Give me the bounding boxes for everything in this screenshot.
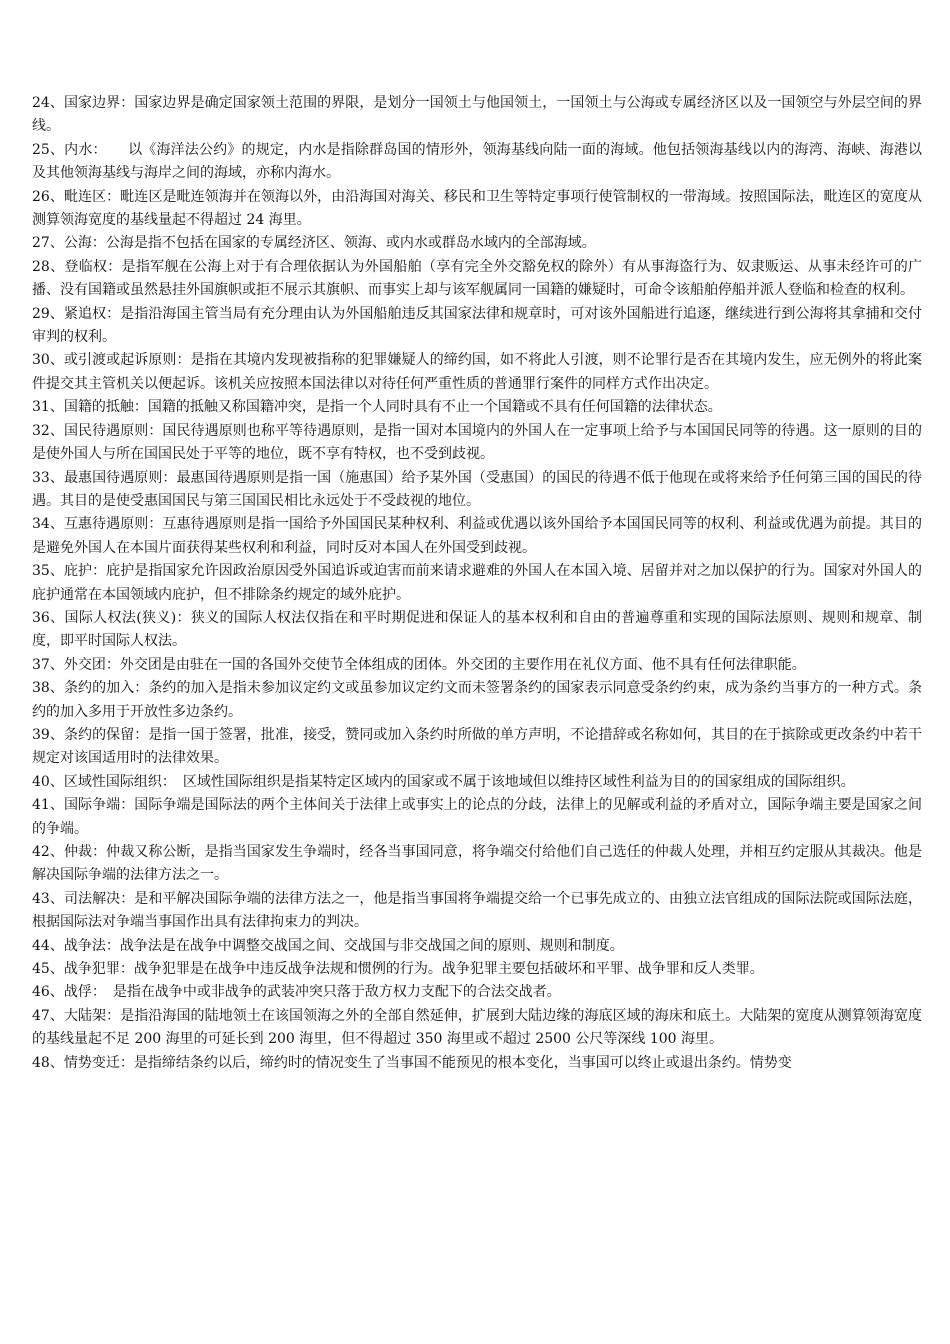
entry-34: 34、互惠待遇原则：互惠待遇原则是指一国给予外国国民某种权利、利益或优遇以该外国给予本国国民同等的权利、利益或优遇为前提。其目的是避免外国人在本国片面获得某些权利和利益，同时反对本国人在外国受到歧视。 [32, 516, 922, 556]
entry-39: 39、条约的保留：是指一国于签署，批准，接受，赞同或加入条约时所做的单方声明，不论措辞或名称如何，其目的在于摈除或更改条约中若干规定对该国适用时的法律效果。 [32, 726, 922, 767]
entry-47: 47、大陆架：是指沿海国的陆地领土在该国领海之外的全部自然延伸，扩展到大陆边缘的海底区域的海床和底土。大陆架的宽度从测算领海宽度的基线量起不足 200 海里的可延长到 200 海里，但不得超过 350 海里或不超过 2500 公尺等深线 100 海里。 [32, 1007, 922, 1048]
entry-35: 35、庇护：庇护是指国家允许因政治原因受外国追诉或迫害而前来请求避难的外国人在本国入境、居留并对之加以保护的行为。国家对外国人的庇护通常在本国领域内庇护，但不排除条约规定的域外庇护。 [32, 563, 922, 603]
entry-28: 28、登临权：是指军舰在公海上对于有合理依据认为外国船舶（享有完全外交豁免权的除外）有从事海盗行为、奴隶贩运、从事未经许可的广播、没有国籍或虽然悬挂外国旗帜或拒不展示其旗帜、而事实上却与该军舰属同一国籍的嫌疑时，可命令该船舶停船并派人登临和检查的权利。 [32, 258, 922, 299]
entry-24: 24、国家边界：国家边界是确定国家领土范围的界限，是划分一国领土与他国领土，一国领土与公海或专属经济区以及一国领空与外层空间的界线。 [32, 95, 922, 135]
entry-25: 25、内水： 以《海洋法公约》的规定，内水是指除群岛国的情形外，领海基线向陆一面的海域。他包括领海基线以内的海湾、海峡、海港以及其他领海基线与海岸之间的海域，亦称内海水。 [32, 141, 922, 182]
entry-27: 27、公海：公海是指不包括在国家的专属经济区、领海、或内水或群岛水域内的全部海域。 [32, 235, 596, 252]
entry-44: 44、战争法：战争法是在战争中调整交战国之间、交战国与非交战国之间的原则、规则和制度。 [32, 937, 624, 954]
document-body [32, 92, 922, 1075]
entry-48: 48、情势变迁：是指缔结条约以后，缔约时的情况变生了当事国不能预见的根本变化，当事国可以终止或退出条约。情势变 [32, 1054, 792, 1071]
entry-33: 33、最惠国待遇原则：最惠国待遇原则是指一国（施惠国）给予某外国（受惠国）的国民的待遇不低于他现在或将来给予任何第三国的国民的待遇。其目的是使受惠国国民与第三国国民相比永远处于不受歧视的地位。 [32, 469, 922, 509]
entry-32: 32、国民待遇原则：国民待遇原则也称平等待遇原则，是指一国对本国境内的外国人在一定事项上给予与本国国民同等的待遇。这一原则的目的是使外国人与所在国国民处于平等的地位，既不享有特权，也不受到歧视。 [32, 422, 922, 463]
entry-41: 41、国际争端：国际争端是国际法的两个主体间关于法律上或事实上的论点的分歧，法律上的见解或利益的矛盾对立，国际争端主要是国家之间的争端。 [32, 797, 922, 837]
entry-30: 30、或引渡或起诉原则：是指在其境内发现被指称的犯罪嫌疑人的缔约国，如不将此人引渡，则不论罪行是否在其境内发生，应无例外的将此案件提交其主管机关以便起诉。该机关应按照本国法律以对待任何严重性质的普通罪行案件的同样方式作出决定。 [32, 352, 922, 392]
entry-45: 45、战争犯罪：战争犯罪是在战争中违反战争法规和惯例的行为。战争犯罪主要包括破坏和平罪、战争罪和反人类罪。 [32, 961, 764, 978]
entry-37: 37、外交团：外交团是由驻在一国的各国外交使节全体组成的团体。外交团的主要作用在礼仪方面、他不具有任何法律职能。 [32, 656, 806, 673]
entry-31: 31、国籍的抵触：国籍的抵触又称国籍冲突，是指一个人同时具有不止一个国籍或不具有任何国籍的法律状态。 [32, 399, 722, 416]
entry-36: 36、国际人权法(狭义)：狭义的国际人权法仅指在和平时期促进和保证人的基本权利和自由的普遍尊重和实现的国际法原则、规则和规章、制度，即平时国际人权法。 [32, 609, 922, 650]
entry-38: 38、条约的加入：条约的加入是指未参加议定约文或虽参加议定约文而未签署条约的国家表示同意受条约约束，成为条约当事方的一种方式。条约的加入多用于开放性多边条约。 [32, 680, 922, 720]
entry-40: 40、区域性国际组织： 区域性国际组织是指某特定区域内的国家或不属于该地域但以维持区域性利益为目的的国家组成的国际组织。 [32, 773, 855, 790]
entry-46: 46、战俘： 是指在战争中或非战争的武装冲突只落于敌方权力支配下的合法交战者。 [32, 984, 561, 1001]
entry-42: 42、仲裁：仲裁又称公断，是指当国家发生争端时，经各当事国同意，将争端交付给他们自己选任的仲裁人处理，并相互约定服从其裁决。他是解决国际争端的法律方法之一。 [32, 844, 922, 884]
entry-26: 26、毗连区：毗连区是毗连领海并在领海以外，由沿海国对海关、移民和卫生等特定事项行使管制权的一带海域。按照国际法，毗连区的宽度从测算领海宽度的基线量起不得超过 24 海里。 [32, 188, 922, 229]
entry-29: 29、紧追权：是指沿海国主管当局有充分理由认为外国船舶违反其国家法律和规章时，可对该外国船进行追逐，继续进行到公海将其拿捕和交付审判的权利。 [32, 305, 922, 346]
entry-43: 43、司法解决：是和平解决国际争端的法律方法之一，他是指当事国将争端提交给一个已事先成立的、由独立法官组成的国际法院或国际法庭，根据国际法对争端当事国作出具有法律拘束力的判决。 [32, 890, 922, 931]
